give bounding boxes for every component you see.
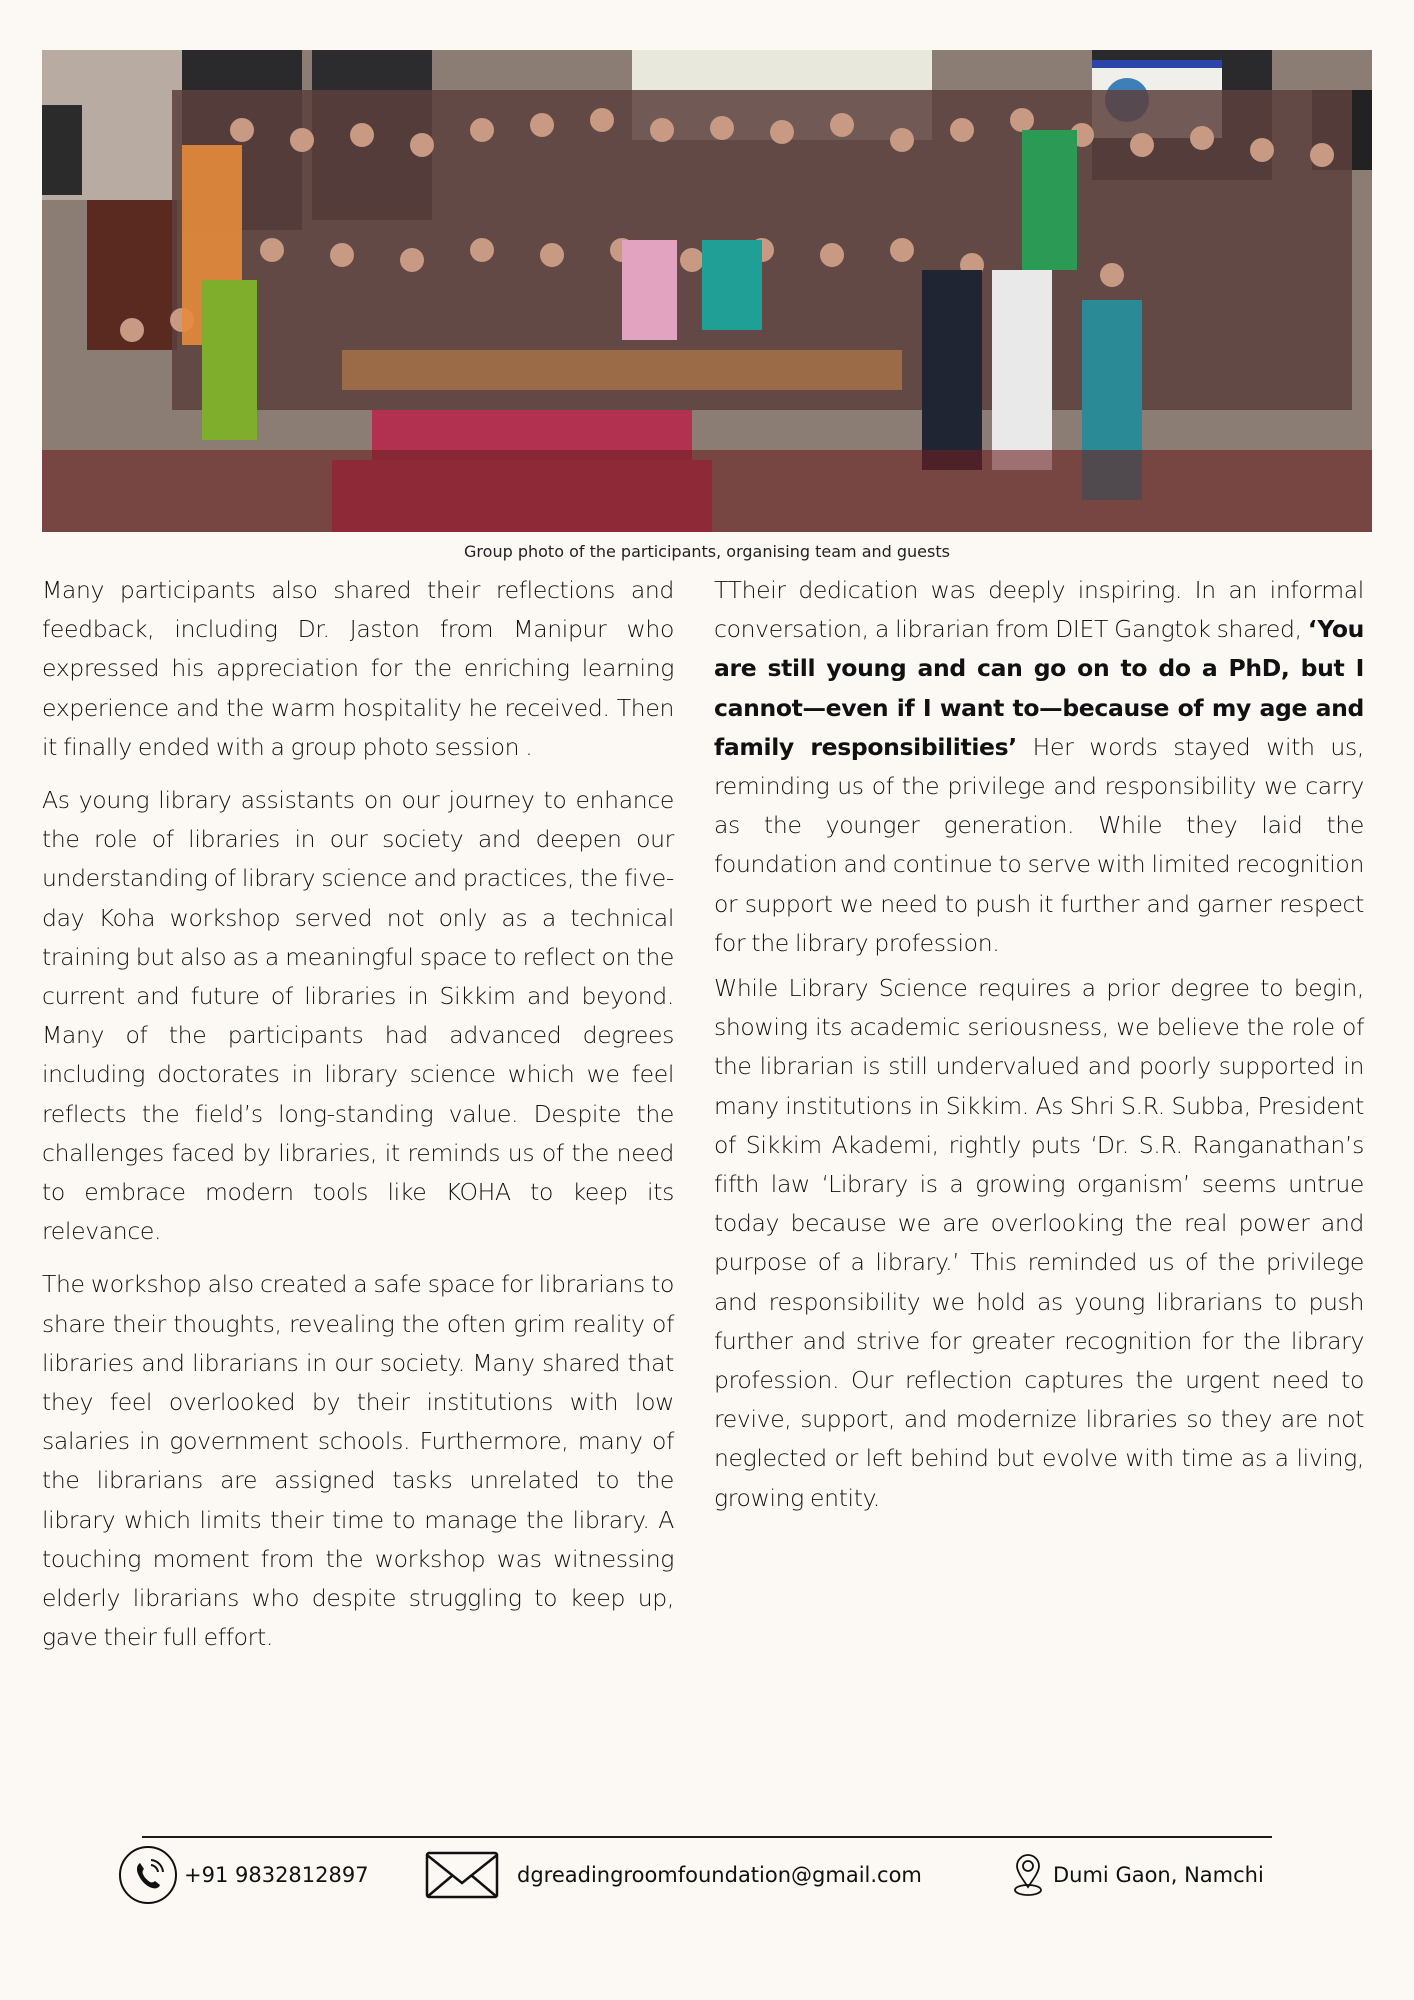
email-address[interactable]: dgreadingroomfoundation@gmail.com	[517, 1863, 922, 1887]
phone-number[interactable]: +91 9832812897	[184, 1863, 369, 1887]
envelope-icon	[425, 1851, 499, 1899]
footer-divider	[142, 1836, 1272, 1838]
left-column	[42, 571, 674, 1671]
group-photo	[42, 50, 1372, 532]
paragraph-dedication	[714, 571, 1364, 963]
dedication-rest: Her words stayed with us, reminding us of the privilege and responsibility we carry as the younger generation. While they laid the foundation and continue to serve with limited recognition or support we need to push it further and garner respect for the library profession.	[714, 732, 1364, 957]
phone-icon	[118, 1845, 178, 1905]
paragraph-library-science: While Library Science requires a prior degree to begin, showing its academic seriousness, we believe the role of the librarian is still undervalued and poorly supported in many institutions in Sikkim. As Shri S.R. Subba, President of Sikkim Akademi, rightly puts ‘Dr. S.R. Ranganathan’s fifth law ‘Library is a growing organism’ seems untrue today because we are overlooking the real power and purpose of a library.’ This reminded us of the privilege and responsibility we hold as young librarians to push further and strive for greater recognition for the library profession. Our reflection captures the urgent need to revive, support, and modernize libraries so they are not neglected or left behind but evolve with time as a living, growing entity.	[714, 974, 1364, 1512]
dedication-intro: TTheir dedication was deeply inspiring. In an informal conversation, a librarian from DIET Gangtok shared,	[714, 576, 1364, 644]
photo-caption: Group photo of the participants, organising team and guests	[464, 542, 950, 561]
paragraph-young-assistants: As young library assistants on our journey to enhance the role of libraries in our society and deepen our understanding of library science and practices, the five-day Koha workshop served not only as a technical training but also as a meaningful space to reflect on the current and future of libraries in Sikkim and beyond. Many of the participants had advanced degrees including doctorates in library science which we feel reflects the field’s long-standing value. Despite the challenges faced by libraries, it reminds us of the need to embrace modern tools like KOHA to keep its relevance.	[42, 786, 674, 1246]
contact-phone[interactable]	[118, 1850, 369, 1900]
contact-location	[1013, 1850, 1264, 1900]
right-column	[714, 571, 1364, 1524]
location-text: Dumi Gaon, Namchi	[1053, 1863, 1264, 1887]
map-pin-icon	[1013, 1853, 1043, 1897]
paragraph-reflections: Many participants also shared their reflections and feedback, including Dr. Jaston from Manipur who expressed his appreciation for the enriching learning experience and the warm hospitality he received. Then it finally ended with a group photo session .	[42, 576, 674, 761]
librarian-quote: ‘You are still young and can go on to do a PhD, but I cannot—even if I want to—because of my age and family responsibilities’	[714, 615, 1364, 761]
group-photo-illustration	[42, 50, 1372, 532]
paragraph-safe-space: The workshop also created a safe space for librarians to share their thoughts, revealing the often grim reality of libraries and librarians in our society. Many shared that they feel overlooked by their institutions with low salaries in government schools. Furthermore, many of the librarians are assigned tasks unrelated to the library which limits their time to manage the library. A touching moment from the workshop was witnessing elderly librarians who despite struggling to keep up, gave their full effort.	[42, 1270, 674, 1652]
contact-email[interactable]	[425, 1850, 922, 1900]
